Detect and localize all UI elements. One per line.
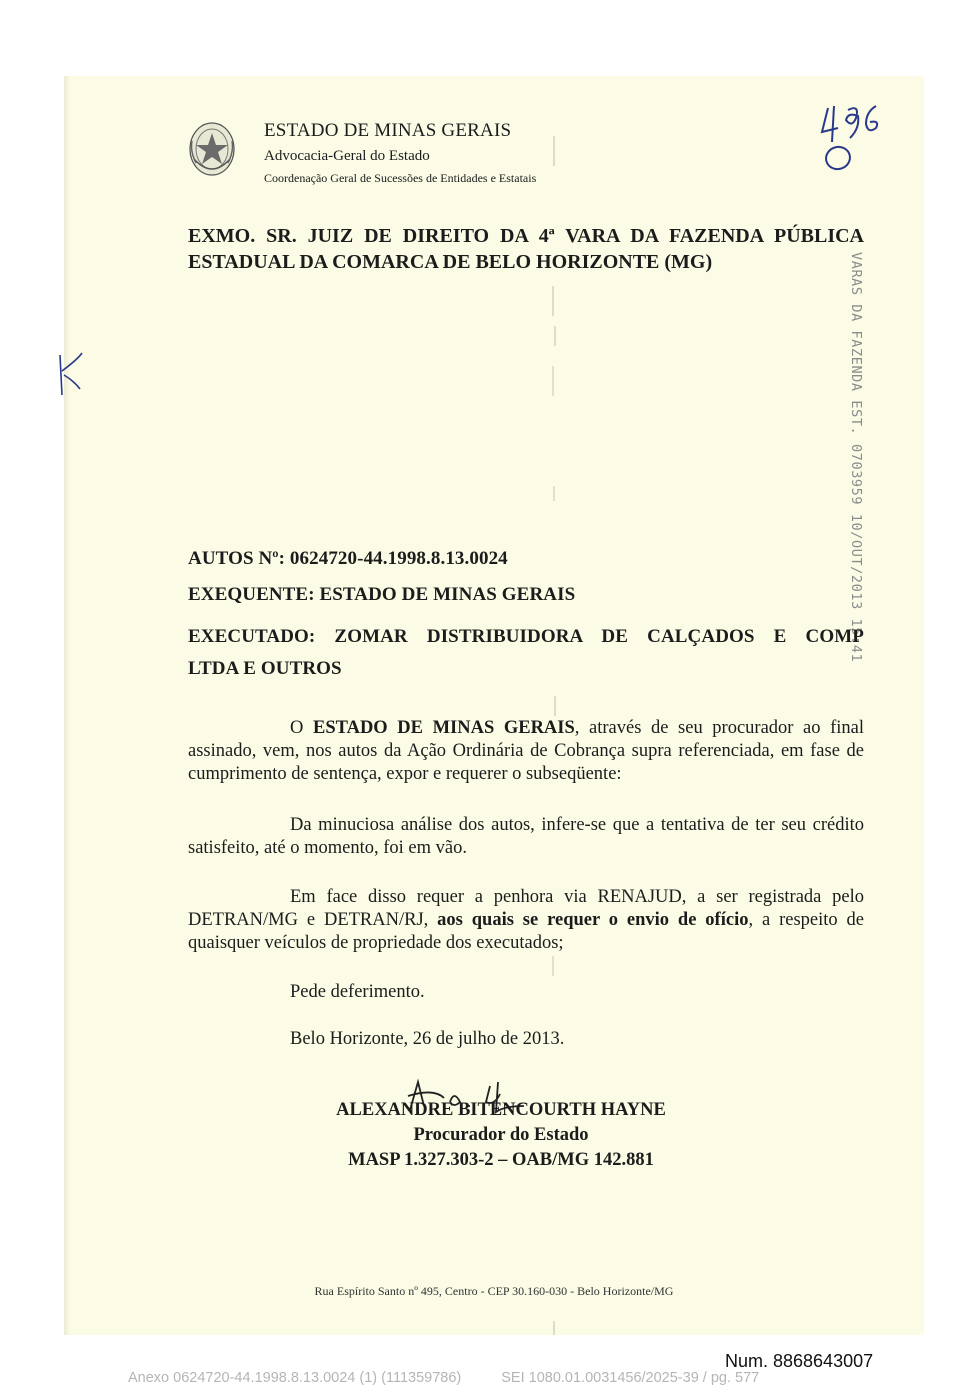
- place-and-date: Belo Horizonte, 26 de julho de 2013.: [290, 1029, 565, 1049]
- handwritten-page-number: [818, 98, 890, 172]
- case-defendant: [188, 621, 864, 685]
- filing-stamp: VARAS DA FAZENDA EST. 0703959 10/OUT/2013 15:41: [848, 252, 864, 663]
- case-plaintiff: EXEQUENTE: ESTADO DE MINAS GERAIS: [188, 584, 576, 605]
- closing-request: Pede deferimento.: [290, 982, 425, 1002]
- header-title: ESTADO DE MINAS GERAIS: [264, 120, 512, 141]
- header-subtitle: Advocacia-Geral do Estado: [264, 148, 430, 164]
- annex-reference: Anexo 0624720-44.1998.8.13.0024 (1) (111359786): [128, 1370, 462, 1386]
- annex-footer: [128, 1370, 759, 1386]
- signatory-role: Procurador do Estado: [413, 1125, 589, 1145]
- signatory-registration: MASP 1.327.303-2 – OAB/MG 142.881: [348, 1150, 654, 1170]
- addressee-line-2: ESTADUAL DA COMARCA DE BELO HORIZONTE (MG): [188, 251, 713, 273]
- case-defendant-line-2: LTDA E OUTROS: [188, 658, 342, 679]
- case-defendant-line-1: EXECUTADO: ZOMAR DISTRIBUIDORA DE CALÇADOS E COMP: [188, 626, 864, 647]
- paragraph-3-end: , a respeito de quaisquer veículos de propriedade dos executados;: [188, 910, 864, 953]
- paragraph-3-start: Em face disso requer a penhora via RENAJUD, a ser registrada pelo DETRAN/MG e DETRAN/RJ,: [188, 887, 864, 930]
- scanned-page: [64, 76, 924, 1335]
- paragraph-3: [188, 886, 864, 955]
- paragraph-2-text: Da minuciosa análise dos autos, infere-se que a tentativa de ter seu crédito satisfeito, até o momento, foi em vão.: [188, 815, 864, 858]
- paragraph-2: [188, 814, 864, 860]
- footer-address: Rua Espírito Santo nº 495, Centro - CEP 30.160-030 - Belo Horizonte/MG: [314, 1284, 674, 1298]
- paragraph-1-rest: , através de seu procurador ao final assinado, vem, nos autos da Ação Ordinária de Cobrança supra referenciada, em fase de cumprimento de sentença, expor e requerer o subseqüente:: [188, 718, 865, 784]
- paragraph-1-lead: O: [290, 718, 304, 738]
- state-coat-of-arms-icon: [188, 119, 236, 181]
- addressee-line-1: EXMO. SR. JUIZ DE DIREITO DA 4ª VARA DA FAZENDA PÚBLICA: [188, 225, 864, 247]
- sei-reference: SEI 1080.01.0031456/2025-39 / pg. 577: [501, 1370, 760, 1386]
- paragraph-1: [188, 717, 864, 786]
- header-department: Coordenação Geral de Sucessões de Entidades e Estatais: [264, 171, 537, 185]
- document-num: Num. 8868643007: [725, 1351, 874, 1371]
- paragraph-1-bold: ESTADO DE MINAS GERAIS: [312, 718, 575, 738]
- signatory-name: ALEXANDRE BITENCOURTH HAYNE: [336, 1100, 666, 1120]
- case-number: AUTOS Nº: 0624720-44.1998.8.13.0024: [188, 548, 508, 569]
- paragraph-3-bold: aos quais se requer o envio de ofício: [437, 910, 749, 930]
- addressee: [188, 223, 864, 275]
- margin-annotation-mark: [56, 351, 86, 401]
